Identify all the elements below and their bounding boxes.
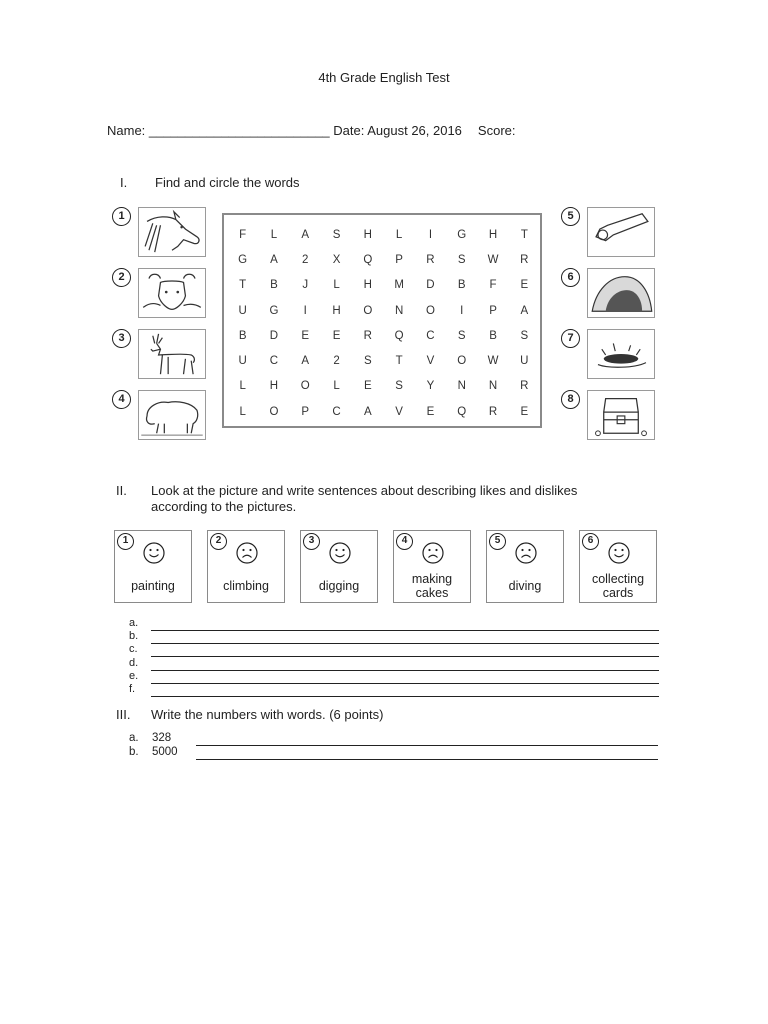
card-number: 6	[582, 533, 599, 550]
section-instruction: Find and circle the words	[155, 175, 300, 190]
grid-letter[interactable]: W	[487, 253, 499, 266]
answer-row	[129, 685, 659, 699]
grid-row	[227, 273, 540, 298]
answer-row	[129, 645, 659, 659]
grid-row	[227, 247, 540, 272]
picture-number: 2	[112, 268, 131, 287]
answer-line[interactable]	[151, 670, 659, 671]
grid-letter[interactable]: T	[520, 228, 528, 241]
grid-letter[interactable]: Q	[363, 253, 373, 266]
grid-letter[interactable]: S	[457, 253, 466, 266]
grid-letter[interactable]: V	[426, 355, 435, 368]
grid-letter[interactable]: C	[332, 405, 341, 418]
grid-row	[227, 222, 540, 247]
grid-letter[interactable]: C	[426, 329, 435, 342]
grid-letter[interactable]: R	[363, 329, 372, 342]
frowny-face-icon	[422, 542, 444, 564]
grid-letter[interactable]: O	[425, 304, 435, 317]
grid-letter[interactable]: S	[457, 329, 466, 342]
card-number: 5	[489, 533, 506, 550]
activity-label: painting	[131, 579, 175, 593]
picture-number: 5	[561, 207, 580, 226]
grid-letter[interactable]: H	[269, 380, 279, 393]
grid-letter[interactable]: P	[301, 405, 310, 418]
card-number: 1	[117, 533, 134, 550]
section-3-heading	[116, 707, 383, 722]
grid-letter[interactable]: Y	[426, 380, 435, 393]
grid-letter[interactable]: R	[520, 253, 529, 266]
answer-line[interactable]	[151, 643, 659, 644]
picture-number: 1	[112, 207, 131, 226]
grid-letter[interactable]: E	[520, 279, 529, 292]
activity-label: diving	[508, 579, 542, 593]
grid-letter[interactable]: S	[520, 329, 529, 342]
grid-letter[interactable]: D	[269, 329, 279, 342]
treasure-chest-icon	[587, 390, 655, 440]
answer-line[interactable]	[151, 656, 659, 657]
activity-label: collecting	[591, 572, 645, 586]
grid-letter[interactable]: 2	[333, 355, 340, 368]
bison-icon	[138, 390, 206, 440]
grid-letter[interactable]: H	[488, 228, 498, 241]
picture-number: 7	[561, 329, 580, 348]
horse-icon	[138, 207, 206, 257]
section-1-heading	[120, 175, 300, 190]
page-title: 4th Grade English Test	[318, 70, 450, 85]
buffalo-icon	[138, 268, 206, 318]
grid-letter[interactable]: T	[239, 279, 247, 292]
grid-letter[interactable]: S	[395, 380, 403, 393]
grid-letter[interactable]: L	[239, 405, 246, 418]
grid-letter[interactable]: T	[395, 355, 403, 368]
grid-letter[interactable]: Q	[394, 329, 404, 342]
grid-letter[interactable]: L	[333, 279, 340, 292]
grid-letter[interactable]: R	[520, 380, 529, 393]
grid-letter[interactable]: U	[238, 355, 247, 368]
grid-letter[interactable]: U	[238, 304, 247, 317]
grid-letter[interactable]: L	[395, 228, 403, 241]
grid-row	[227, 323, 540, 348]
grid-letter[interactable]: S	[364, 355, 372, 368]
flashlight-icon	[587, 207, 655, 257]
grid-letter[interactable]: E	[332, 329, 341, 342]
activity-card	[207, 530, 285, 603]
number-item	[129, 747, 658, 761]
activity-label-line2: cakes	[415, 586, 449, 600]
grid-letter[interactable]: L	[333, 380, 340, 393]
activity-label-line2: cards	[602, 586, 634, 600]
section-2-heading	[116, 483, 577, 498]
grid-letter[interactable]: R	[426, 253, 435, 266]
grid-letter[interactable]: E	[426, 405, 435, 418]
item-number: 5000	[152, 746, 178, 758]
grid-letter[interactable]: V	[395, 405, 403, 418]
grid-row	[227, 348, 540, 373]
grid-letter[interactable]: O	[300, 380, 310, 393]
answer-letter: e.	[129, 669, 139, 682]
grid-letter[interactable]: Q	[457, 405, 467, 418]
answer-line[interactable]	[196, 759, 658, 760]
grid-letter[interactable]: E	[520, 405, 529, 418]
item-letter: b.	[129, 746, 139, 758]
answer-line[interactable]	[196, 745, 658, 746]
picture-number: 6	[561, 268, 580, 287]
section-number: I.	[120, 175, 128, 190]
grid-letter[interactable]: W	[487, 355, 499, 368]
smiley-face-icon	[143, 542, 165, 564]
grid-letter[interactable]: I	[303, 304, 307, 317]
grid-letter[interactable]: H	[332, 304, 341, 317]
answer-row	[129, 619, 659, 633]
activity-card	[300, 530, 378, 603]
grid-letter[interactable]: A	[301, 355, 310, 368]
grid-letter[interactable]: O	[457, 355, 467, 368]
grid-letter[interactable]: S	[332, 228, 341, 241]
grid-letter[interactable]: P	[395, 253, 403, 266]
answer-letter: c.	[129, 643, 138, 656]
grid-letter[interactable]: F	[239, 228, 247, 241]
frowny-face-icon	[236, 542, 258, 564]
card-number: 4	[396, 533, 413, 550]
grid-letter[interactable]: N	[457, 380, 466, 393]
grid-letter[interactable]: E	[301, 329, 310, 342]
section-2-heading-line2: according to the pictures.	[151, 499, 297, 514]
grid-letter[interactable]: I	[460, 304, 464, 317]
smiley-face-icon	[608, 542, 630, 564]
grid-letter[interactable]: F	[489, 279, 497, 292]
grid-letter[interactable]: A	[520, 304, 529, 317]
activity-card	[579, 530, 657, 603]
grid-letter[interactable]: X	[332, 253, 341, 266]
smiley-face-icon	[329, 542, 351, 564]
section-instruction: Write the numbers with words. (6 points)	[151, 707, 384, 722]
activity-label: digging	[318, 579, 360, 593]
grid-letter[interactable]: G	[269, 304, 279, 317]
picture-number: 8	[561, 390, 580, 409]
word-search-grid	[222, 213, 542, 428]
grid-letter[interactable]: N	[394, 304, 404, 317]
grid-letter[interactable]: H	[363, 279, 372, 292]
answer-line[interactable]	[151, 696, 659, 697]
grid-letter[interactable]: B	[238, 329, 247, 342]
cave-icon	[587, 268, 655, 318]
grid-letter[interactable]: B	[457, 279, 466, 292]
frowny-face-icon	[515, 542, 537, 564]
grid-letter[interactable]: G	[238, 253, 248, 266]
item-letter: a.	[129, 732, 139, 744]
section-number: II.	[116, 483, 127, 498]
answer-line[interactable]	[151, 683, 659, 684]
item-number: 328	[152, 732, 172, 744]
grid-letter[interactable]: L	[270, 228, 278, 241]
grid-letter[interactable]: O	[269, 405, 279, 418]
number-item	[129, 733, 658, 747]
activity-card	[114, 530, 192, 603]
activity-label: making	[411, 572, 453, 586]
answer-row	[129, 656, 659, 673]
deer-icon	[138, 329, 206, 379]
section-instruction-line1: Look at the picture and write sentences about describing likes and dislikes	[151, 483, 578, 498]
grid-letter[interactable]: I	[428, 228, 433, 241]
activity-card	[486, 530, 564, 603]
grid-letter[interactable]: O	[363, 304, 373, 317]
grid-letter[interactable]: H	[363, 228, 372, 241]
card-number: 2	[210, 533, 227, 550]
answer-letter: a.	[129, 617, 139, 629]
grid-letter[interactable]: M	[394, 279, 404, 292]
activity-card	[393, 530, 471, 603]
grid-row	[227, 374, 540, 399]
student-info-header	[107, 123, 516, 138]
answer-row	[129, 632, 659, 646]
name-date-label: Name: _________________________ Date: August 26, 2016	[107, 123, 462, 138]
grid-letter[interactable]: N	[488, 380, 498, 393]
picture-number: 4	[112, 390, 131, 409]
section-number: III.	[116, 707, 131, 722]
grid-letter[interactable]: U	[520, 355, 529, 368]
grid-letter[interactable]: J	[302, 279, 309, 292]
hole-icon	[587, 329, 655, 379]
grid-letter[interactable]: L	[239, 380, 246, 393]
word-search-table	[227, 222, 540, 424]
answer-letter: f.	[129, 683, 136, 695]
grid-letter[interactable]: E	[364, 380, 372, 393]
grid-letter[interactable]: R	[488, 405, 498, 418]
grid-letter[interactable]: A	[301, 228, 310, 241]
answer-row	[129, 669, 659, 686]
score-label: Score:	[477, 123, 516, 138]
grid-letter[interactable]: 2	[302, 253, 309, 266]
answer-line[interactable]	[151, 630, 659, 631]
grid-letter[interactable]: D	[426, 279, 435, 292]
grid-row	[227, 399, 540, 424]
grid-letter[interactable]: C	[269, 355, 279, 368]
grid-letter[interactable]: B	[489, 329, 497, 342]
grid-row	[227, 298, 540, 323]
answer-letter: b.	[129, 630, 139, 643]
grid-letter[interactable]: B	[270, 279, 278, 292]
card-number: 3	[303, 533, 320, 550]
answer-letter: d.	[129, 656, 139, 669]
picture-number: 3	[112, 329, 131, 348]
grid-letter[interactable]: G	[457, 228, 467, 241]
grid-letter[interactable]: P	[489, 304, 497, 317]
activity-label: climbing	[223, 579, 269, 593]
grid-letter[interactable]: A	[364, 405, 372, 418]
grid-letter[interactable]: A	[270, 253, 278, 266]
